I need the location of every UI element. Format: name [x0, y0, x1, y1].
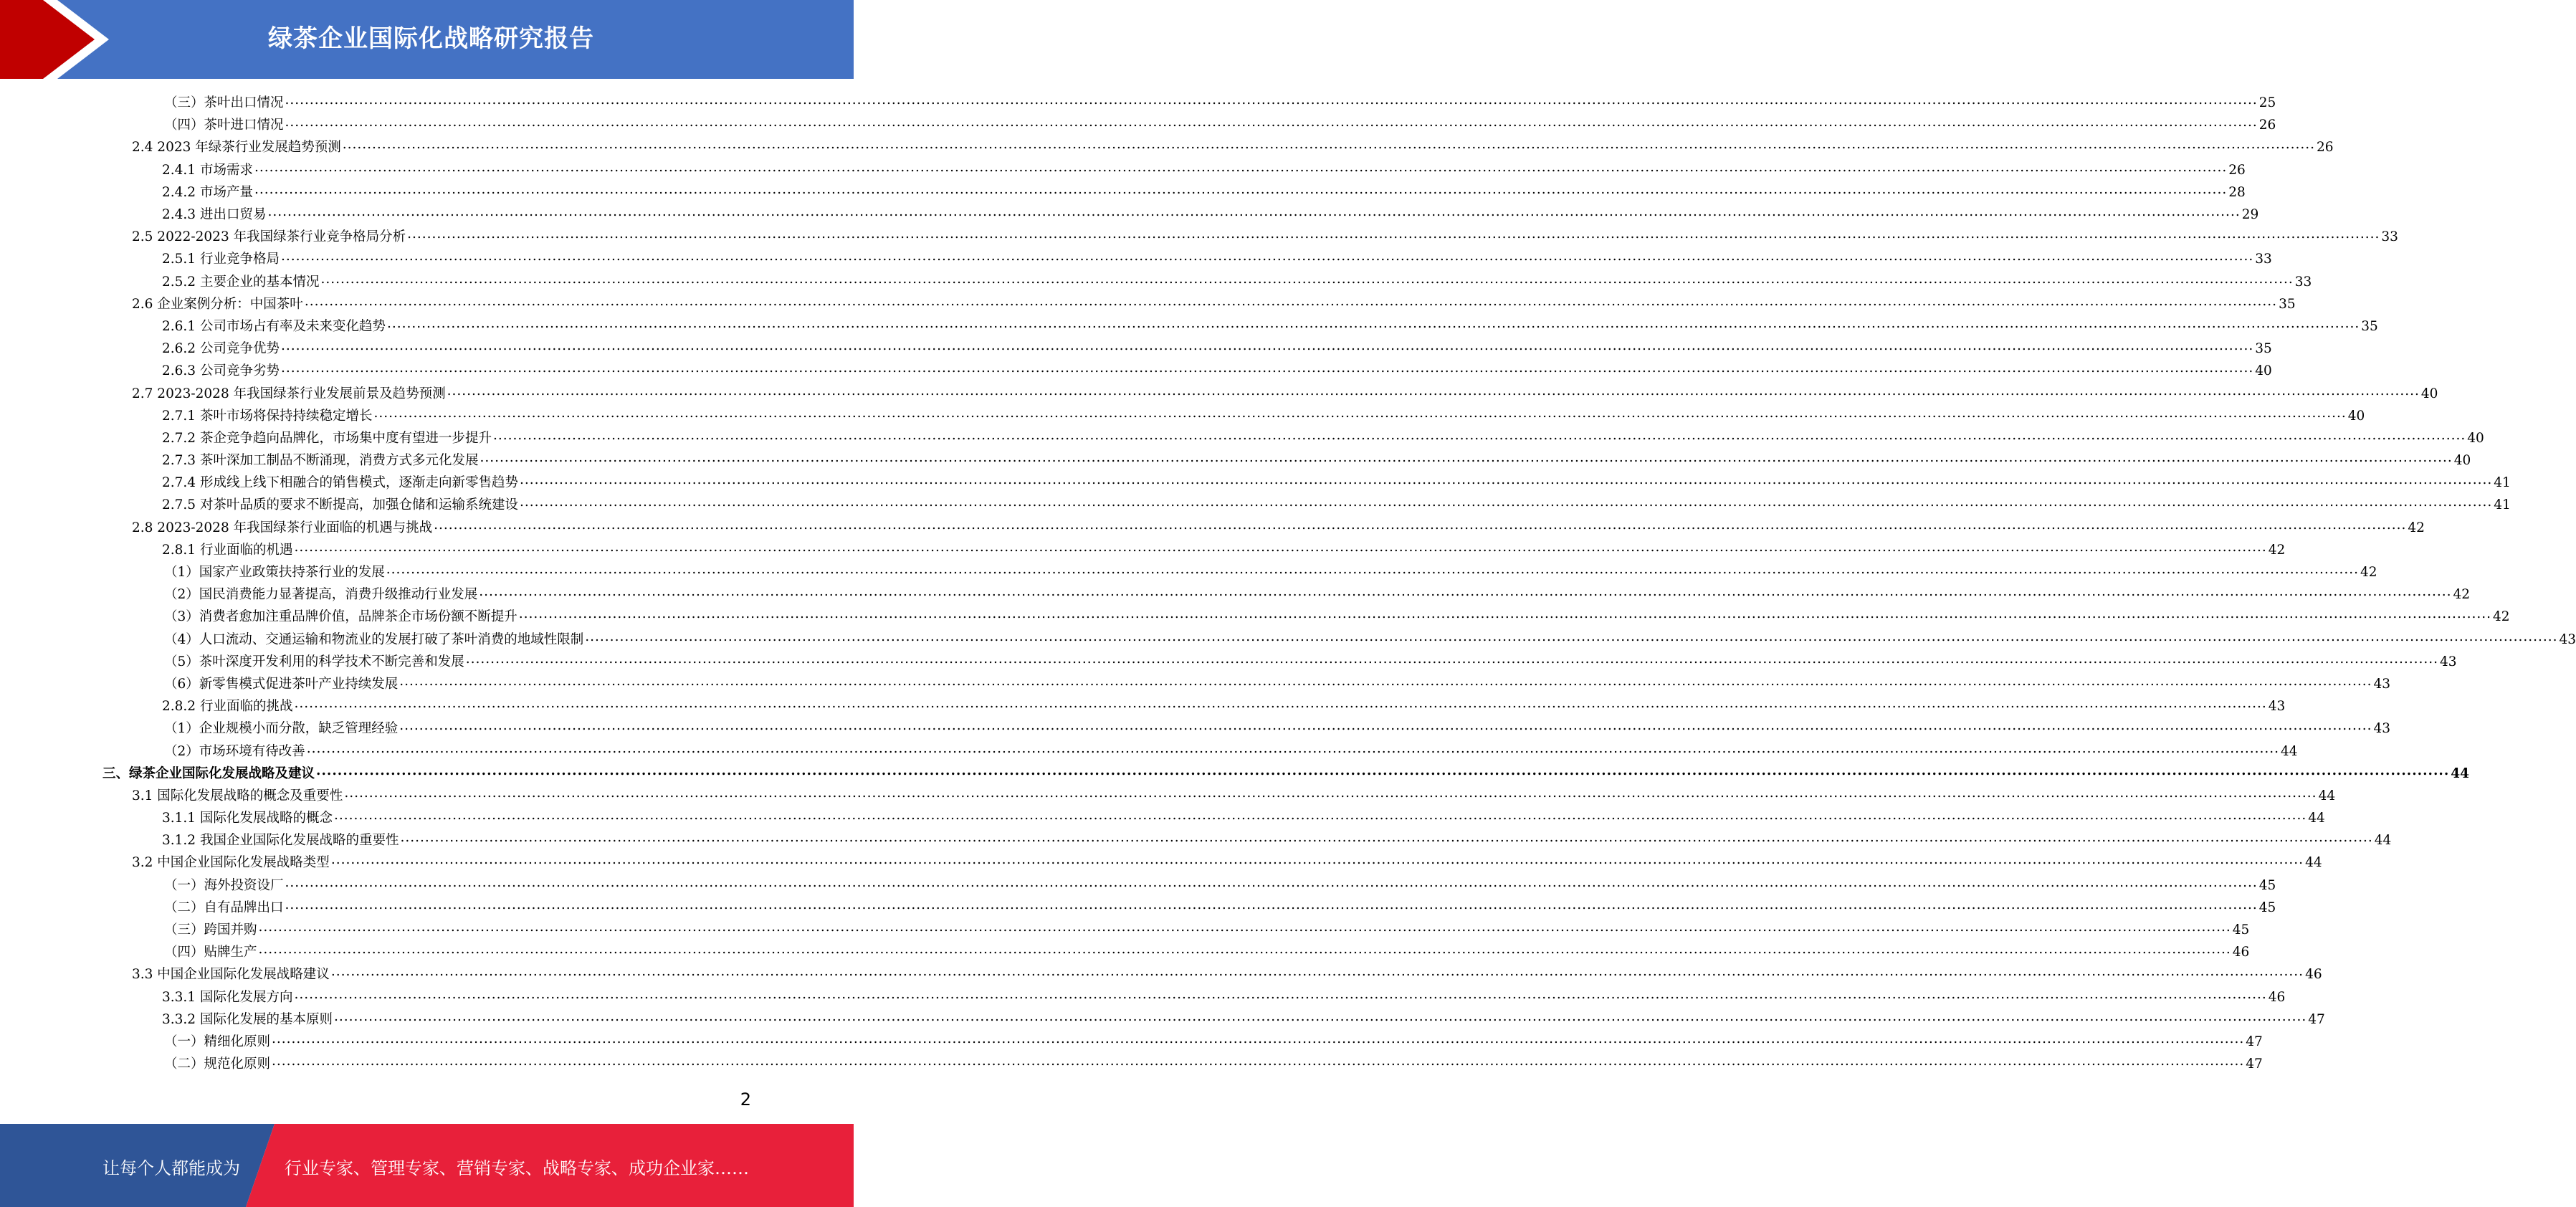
toc-entry-page: 43	[2268, 699, 2286, 715]
toc-dot-leader: ................................................................................................................................................................................................................................................................................................................................................................................................................	[342, 137, 2316, 153]
report-title: 绿茶企业国际化战略研究报告	[268, 24, 594, 53]
toc-entry-label: （1）国家产业政策扶持茶行业的发展	[164, 565, 385, 581]
toc-entry-label: （四）茶叶进口情况	[164, 118, 284, 133]
toc-dot-leader: ................................................................................................................................................................................................................................................................................................................................................................................................................	[285, 92, 2258, 108]
table-of-contents	[0, 92, 2576, 1075]
toc-entry-label: （3）消费者愈加注重品牌价值，品牌茶企市场份额不断提升	[164, 609, 517, 625]
toc-entry-page: 40	[2347, 408, 2365, 424]
toc-entry-label: （6）新零售模式促进茶叶产业持续发展	[164, 676, 399, 692]
toc-entry-label: 2.4.2 市场产量	[162, 184, 253, 200]
toc-entry-page: 42	[2408, 520, 2425, 535]
footer-slogan-right: 行业专家、管理专家、营销专家、战略专家、成功企业家……	[285, 1158, 749, 1178]
toc-entry-label: 2.6.2 公司竞争优势	[162, 341, 280, 357]
toc-entry-label: 2.4.1 市场需求	[162, 162, 253, 178]
toc-dot-leader: ................................................................................................................................................................................................................................................................................................................................................................................................................	[267, 204, 2241, 220]
toc-entry-label: 3.1 国际化发展战略的概念及重要性	[132, 788, 343, 803]
toc-entry-page: 40	[2255, 363, 2272, 379]
toc-entry-label: 3.1.2 我国企业国际化发展战略的重要性	[162, 833, 399, 849]
toc-dot-leader: ................................................................................................................................................................................................................................................................................................................................................................................................................	[465, 651, 2439, 667]
toc-dot-leader: ................................................................................................................................................................................................................................................................................................................................................................................................................	[480, 450, 2453, 466]
toc-entry-label: 3.1.1 国际化发展战略的概念	[162, 811, 333, 826]
toc-entry-label: 3.3 中国企业国际化发展战略建议	[132, 967, 330, 983]
toc-dot-leader: ................................................................................................................................................................................................................................................................................................................................................................................................................	[399, 718, 2372, 734]
toc-entry-page: 45	[2232, 922, 2250, 938]
footer-slogan-left: 让每个人都能成为	[102, 1158, 240, 1178]
toc-dot-leader: ................................................................................................................................................................................................................................................................................................................................................................................................................	[254, 159, 2228, 175]
toc-dot-leader: ................................................................................................................................................................................................................................................................................................................................................................................................................	[434, 517, 2407, 533]
toc-entry-page: 35	[2361, 318, 2378, 334]
toc-dot-leader: ................................................................................................................................................................................................................................................................................................................................................................................................................	[330, 852, 2304, 868]
toc-entry-label: 2.8.1 行业面临的机遇	[162, 542, 293, 558]
toc-dot-leader: ................................................................................................................................................................................................................................................................................................................................................................................................................	[447, 383, 2420, 399]
toc-entry-label: 2.4 2023 年绿茶行业发展趋势预测	[132, 140, 341, 156]
toc-entry-page: 28	[2228, 184, 2246, 200]
toc-entry-label: （2）市场环境有待改善	[164, 743, 305, 759]
toc-entry-label: 3.3.2 国际化发展的基本原则	[162, 1011, 333, 1027]
toc-entry-page: 46	[2305, 967, 2322, 983]
toc-entry-page: 42	[2360, 565, 2377, 581]
toc-entry-page: 29	[2241, 207, 2259, 223]
toc-entry-page: 33	[2255, 252, 2272, 267]
toc-entry-label: 2.7.1 茶叶市场将保持持续稳定增长	[162, 408, 373, 424]
toc-entry-label: 2.7.4 形成线上线下相融合的销售模式，逐渐走向新零售趋势	[162, 475, 518, 491]
toc-dot-leader: ................................................................................................................................................................................................................................................................................................................................................................................................................	[479, 584, 2452, 600]
toc-dot-leader: ................................................................................................................................................................................................................................................................................................................................................................................................................	[294, 986, 2267, 1002]
toc-dot-leader: ................................................................................................................................................................................................................................................................................................................................................................................................................	[333, 808, 2307, 824]
toc-dot-leader: ................................................................................................................................................................................................................................................................................................................................................................................................................	[399, 673, 2372, 689]
toc-entry-page: 40	[2420, 386, 2438, 401]
toc-entry-label: 2.7 2023-2028 年我国绿茶行业发展前景及趋势预测	[132, 386, 446, 401]
page-header	[0, 0, 854, 79]
toc-entry-page: 33	[2294, 274, 2312, 290]
toc-entry-page: 46	[2232, 945, 2250, 960]
toc-dot-leader: ................................................................................................................................................................................................................................................................................................................................................................................................................	[306, 740, 2280, 756]
toc-dot-leader: ................................................................................................................................................................................................................................................................................................................................................................................................................	[285, 874, 2258, 890]
toc-dot-leader: ................................................................................................................................................................................................................................................................................................................................................................................................................	[258, 942, 2231, 958]
toc-dot-leader: ................................................................................................................................................................................................................................................................................................................................................................................................................	[280, 338, 2254, 354]
toc-dot-leader: ................................................................................................................................................................................................................................................................................................................................................................................................................	[294, 539, 2267, 555]
toc-dot-leader: ................................................................................................................................................................................................................................................................................................................................................................................................................	[285, 115, 2258, 130]
toc-dot-leader: ................................................................................................................................................................................................................................................................................................................................................................................................................	[304, 293, 2278, 309]
toc-dot-leader: ................................................................................................................................................................................................................................................................................................................................................................................................................	[333, 1008, 2307, 1024]
toc-entry-page: 44	[2281, 743, 2298, 759]
toc-dot-leader: ................................................................................................................................................................................................................................................................................................................................................................................................................	[258, 920, 2231, 935]
toc-entry-page: 40	[2453, 453, 2471, 469]
toc-entry-label: 三、绿茶企业国际化发展战略及建议	[102, 765, 315, 781]
toc-entry-label: 2.6 企业案例分析：中国茶叶	[132, 296, 303, 312]
toc-entry-page: 26	[2317, 140, 2334, 156]
toc-entry-page: 42	[2493, 609, 2510, 625]
toc-dot-leader: ................................................................................................................................................................................................................................................................................................................................................................................................................	[280, 361, 2254, 376]
toc-dot-leader: ................................................................................................................................................................................................................................................................................................................................................................................................................	[519, 495, 2493, 510]
toc-dot-leader: ................................................................................................................................................................................................................................................................................................................................................................................................................	[272, 1031, 2245, 1046]
toc-entry-page: 26	[2228, 162, 2246, 178]
toc-entry-page: 40	[2467, 430, 2484, 446]
toc-entry-label: （一）精细化原则	[164, 1034, 271, 1049]
toc-entry-label: 3.2 中国企业国际化发展战略类型	[132, 855, 330, 871]
toc-entry-page: 46	[2268, 989, 2286, 1005]
toc-dot-leader: ................................................................................................................................................................................................................................................................................................................................................................................................................	[330, 964, 2304, 980]
toc-dot-leader: ................................................................................................................................................................................................................................................................................................................................................................................................................	[585, 629, 2558, 644]
toc-entry-page: 35	[2279, 296, 2296, 312]
toc-dot-leader: ................................................................................................................................................................................................................................................................................................................................................................................................................	[407, 226, 2380, 242]
toc-entry-label: （5）茶叶深度开发利用的科学技术不断完善和发展	[164, 654, 464, 669]
toc-entry-page: 44	[2305, 855, 2322, 871]
toc-entry-label: 2.8 2023-2028 年我国绿茶行业面临的机遇与挑战	[132, 520, 433, 535]
toc-entry-label: 2.7.3 茶叶深加工制品不断涌现，消费方式多元化发展	[162, 453, 479, 469]
toc-entry-label: （二）自有品牌出口	[164, 900, 284, 915]
toc-entry-label: 3.3.1 国际化发展方向	[162, 989, 293, 1005]
toc-dot-leader: ................................................................................................................................................................................................................................................................................................................................................................................................................	[272, 1054, 2245, 1069]
toc-entry-label: 2.4.3 进出口贸易	[162, 207, 267, 223]
toc-dot-leader: ................................................................................................................................................................................................................................................................................................................................................................................................................	[280, 249, 2254, 264]
toc-dot-leader: ................................................................................................................................................................................................................................................................................................................................................................................................................	[518, 606, 2492, 622]
toc-entry-label: 2.5.1 行业竞争格局	[162, 252, 280, 267]
toc-entry-label: 2.7.2 茶企竞争趋向品牌化，市场集中度有望进一步提升	[162, 430, 492, 446]
toc-entry-label: 2.5 2022-2023 年我国绿茶行业竞争格局分析	[132, 229, 406, 245]
toc-entry-page: 43	[2559, 631, 2576, 647]
toc-entry-label: 2.6.1 公司市场占有率及未来变化趋势	[162, 318, 386, 334]
toc-dot-leader: ................................................................................................................................................................................................................................................................................................................................................................................................................	[294, 696, 2267, 712]
toc-entry-label: （三）跨国并购	[164, 922, 257, 938]
toc-entry-page: 25	[2258, 95, 2276, 111]
toc-entry-label: （二）规范化原则	[164, 1056, 271, 1072]
toc-entry-label: 2.7.5 对茶叶品质的要求不断提高，加强仓储和运输系统建设	[162, 497, 518, 513]
toc-dot-leader: ................................................................................................................................................................................................................................................................................................................................................................................................................	[320, 271, 2294, 287]
toc-dot-leader: ................................................................................................................................................................................................................................................................................................................................................................................................................	[254, 181, 2228, 197]
toc-dot-leader: ................................................................................................................................................................................................................................................................................................................................................................................................................	[373, 405, 2347, 421]
toc-entry[interactable]	[0, 1053, 2263, 1075]
toc-entry-page: 43	[2440, 654, 2457, 669]
toc-entry-page: 33	[2381, 229, 2398, 245]
toc-dot-leader: ................................................................................................................................................................................................................................................................................................................................................................................................................	[492, 427, 2466, 443]
toc-dot-leader: ................................................................................................................................................................................................................................................................................................................................................................................................................	[285, 897, 2258, 912]
toc-entry-page: 43	[2373, 676, 2391, 692]
page-footer	[0, 1124, 854, 1207]
toc-entry-label: （1）企业规模小而分散，缺乏管理经验	[164, 721, 399, 737]
toc-dot-leader: ................................................................................................................................................................................................................................................................................................................................................................................................................	[386, 562, 2360, 578]
toc-entry-page: 45	[2258, 900, 2276, 915]
toc-entry-page: 44	[2318, 788, 2336, 803]
toc-dot-leader: ................................................................................................................................................................................................................................................................................................................................................................................................................	[344, 785, 2317, 801]
toc-dot-leader: ................................................................................................................................................................................................................................................................................................................................................................................................................	[386, 315, 2360, 331]
toc-entry-page: 44	[2308, 811, 2325, 826]
toc-entry-page: 45	[2258, 877, 2276, 893]
toc-entry-page: 43	[2373, 721, 2391, 737]
toc-entry-label: （4）人口流动、交通运输和物流业的发展打破了茶叶消费的地域性限制	[164, 631, 584, 647]
toc-dot-leader: ................................................................................................................................................................................................................................................................................................................................................................................................................	[316, 763, 2450, 778]
toc-entry-label: 2.5.2 主要企业的基本情况	[162, 274, 320, 290]
toc-entry-label: 2.8.2 行业面临的挑战	[162, 699, 293, 715]
toc-entry-label: （一）海外投资设厂	[164, 877, 284, 893]
toc-entry-page: 47	[2246, 1034, 2263, 1049]
toc-entry-page: 42	[2268, 542, 2286, 558]
toc-entry-label: 2.6.3 公司竞争劣势	[162, 363, 280, 379]
toc-dot-leader: ................................................................................................................................................................................................................................................................................................................................................................................................................	[400, 830, 2373, 846]
toc-entry-page: 42	[2453, 587, 2471, 603]
toc-entry-page: 35	[2255, 341, 2272, 357]
toc-entry-label: （四）贴牌生产	[164, 945, 257, 960]
toc-dot-leader: ................................................................................................................................................................................................................................................................................................................................................................................................................	[519, 472, 2493, 488]
toc-entry-page: 41	[2494, 475, 2511, 491]
toc-entry-label: （三）茶叶出口情况	[164, 95, 284, 111]
toc-entry-page: 47	[2308, 1011, 2325, 1027]
page-number: 2	[740, 1089, 751, 1110]
toc-entry-label: （2）国民消费能力显著提高，消费升级推动行业发展	[164, 587, 478, 603]
toc-entry-page: 44	[2374, 833, 2392, 849]
toc-entry-page: 41	[2494, 497, 2511, 513]
toc-entry-page: 44	[2451, 765, 2470, 781]
toc-entry-page: 47	[2246, 1056, 2263, 1072]
toc-entry-page: 26	[2258, 118, 2276, 133]
